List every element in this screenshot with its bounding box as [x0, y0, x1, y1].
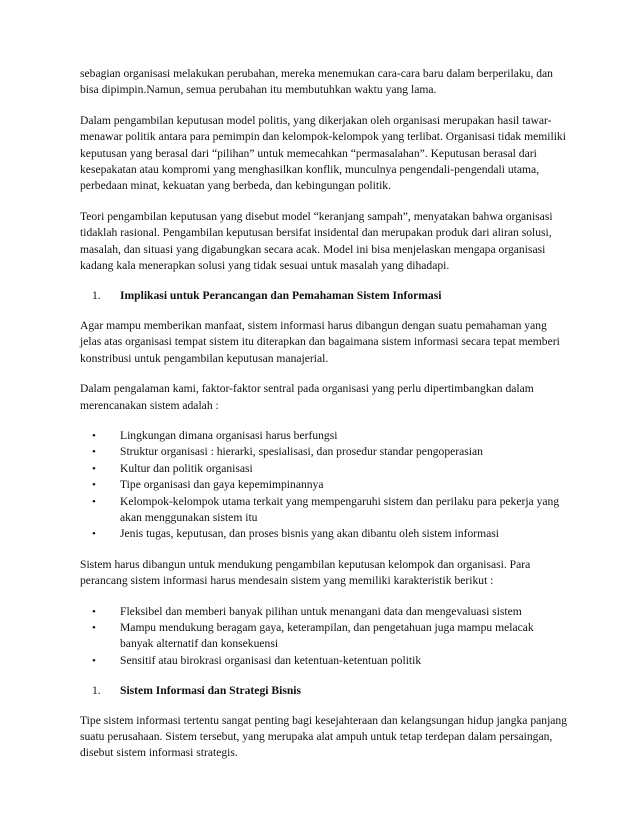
- bullet-icon: •: [92, 621, 96, 634]
- paragraph-strategic-systems: Tipe sistem informasi tertentu sangat penting bagi kesejahteraan dan kelangsungan hidup jangka panjang suatu perusahaan. Sistem tersebut, yang merupaka alat ampuh untuk tetap terdepan dalam persaingan, disebut sistem informasi strategis.: [80, 713, 568, 760]
- bullet-list-characteristics: [80, 604, 570, 670]
- list-item: • Lingkungan dimana organisasi harus berfungsi: [80, 428, 570, 444]
- paragraph-political-model: Dalam pengambilan keputusan model politis, yang dikerjakan oleh organisasi merupakan hasil tawar-menawar politik antara para pemimpin dan kelompok-kelompok yang terlibat. Organisasi tidak memiliki keputusan yang berasal dari “pilihan” untuk memecahkan “permasalahan”. Keputusan berasal dari kesepakatan atau kompromi yang menghasilkan konflik, munculnya pengendali-pengendali utama, perbedaan minat, kekuatan yang berbeda, dan kebingungan politik.: [80, 113, 566, 193]
- bullet-icon: •: [92, 462, 96, 475]
- heading-text: Implikasi untuk Perancangan dan Pemahaman Sistem Informasi: [120, 289, 442, 303]
- bullet-icon: •: [92, 479, 96, 492]
- list-item: • Mampu mendukung beragam gaya, keterampilan, dan pengetahuan juga mampu melacak banyak alternatif dan konsekuensi: [80, 620, 570, 653]
- paragraph-central-factors: Dalam pengalaman kami, faktor-faktor sentral pada organisasi yang perlu dipertimbangkan dalam merencanakan sistem adalah :: [80, 382, 534, 412]
- bullet-icon: •: [92, 528, 96, 541]
- section-heading-implications: [80, 288, 570, 304]
- heading-text: Sistem Informasi dan Strategi Bisnis: [120, 684, 302, 698]
- heading-number: 1.: [92, 289, 101, 303]
- list-item: • Jenis tugas, keputusan, dan proses bisnis yang akan dibantu oleh sistem informasi: [80, 526, 570, 542]
- list-item: • Struktur organisasi : hierarki, spesialisasi, dan prosedur standar pengoperasian: [80, 444, 570, 460]
- paragraph-garbage-can-model: Teori pengambilan keputusan yang disebut model “keranjang sampah”, menyatakan bahwa organisasi tidaklah rasional. Pengambilan keputusan bersifat insidental dan merupakan produk dari aliran solusi, masalah, dan situasi yang digabungkan secara acak. Model ini bisa menjelaskan mengapa organisasi kadang kala menerapkan solusi yang tidak sesuai untuk masalah yang dihadapi.: [80, 209, 553, 273]
- paragraph-group-decisions: Sistem harus dibangun untuk mendukung pengambilan keputusan kelompok dan organisasi. Para perancang sistem informasi harus mendesain sistem yang memiliki karakteristik berikut :: [80, 557, 531, 588]
- list-item: • Kelompok-kelompok utama terkait yang mempengaruhi sistem dan perilaku para pekerja yang akan menggunakan sistem itu: [80, 494, 570, 527]
- heading-number: 1.: [92, 684, 101, 698]
- bullet-list-factors: [80, 428, 570, 543]
- bullet-icon: •: [92, 495, 96, 508]
- list-item: • Kultur dan politik organisasi: [80, 461, 570, 477]
- paragraph-system-benefit: Agar mampu memberikan manfaat, sistem informasi harus dibangun dengan suatu pemahaman yang jelas atas organisasi tempat sistem itu diterapkan dan bagaimana sistem informasi secara tepat memberi konstribusi untuk pengambilan keputusan manajerial.: [80, 318, 560, 365]
- bullet-icon: •: [92, 446, 96, 459]
- bullet-icon: •: [92, 605, 96, 618]
- bullet-icon: •: [92, 429, 96, 442]
- document-page: [80, 66, 570, 776]
- list-item: • Sensitif atau birokrasi organisasi dan ketentuan-ketentuan politik: [80, 653, 570, 669]
- bullet-icon: •: [92, 654, 96, 667]
- list-item: • Fleksibel dan memberi banyak pilihan untuk menangani data dan mengevaluasi sistem: [80, 604, 570, 620]
- list-item: • Tipe organisasi dan gaya kepemimpinannya: [80, 477, 570, 493]
- paragraph-organizational-change: sebagian organisasi melakukan perubahan, mereka menemukan cara-cara baru dalam berperilaku, dan bisa dipimpin.Namun, semua perubahan itu membutuhkan waktu yang lama.: [80, 67, 553, 97]
- section-heading-strategy: [80, 683, 570, 699]
